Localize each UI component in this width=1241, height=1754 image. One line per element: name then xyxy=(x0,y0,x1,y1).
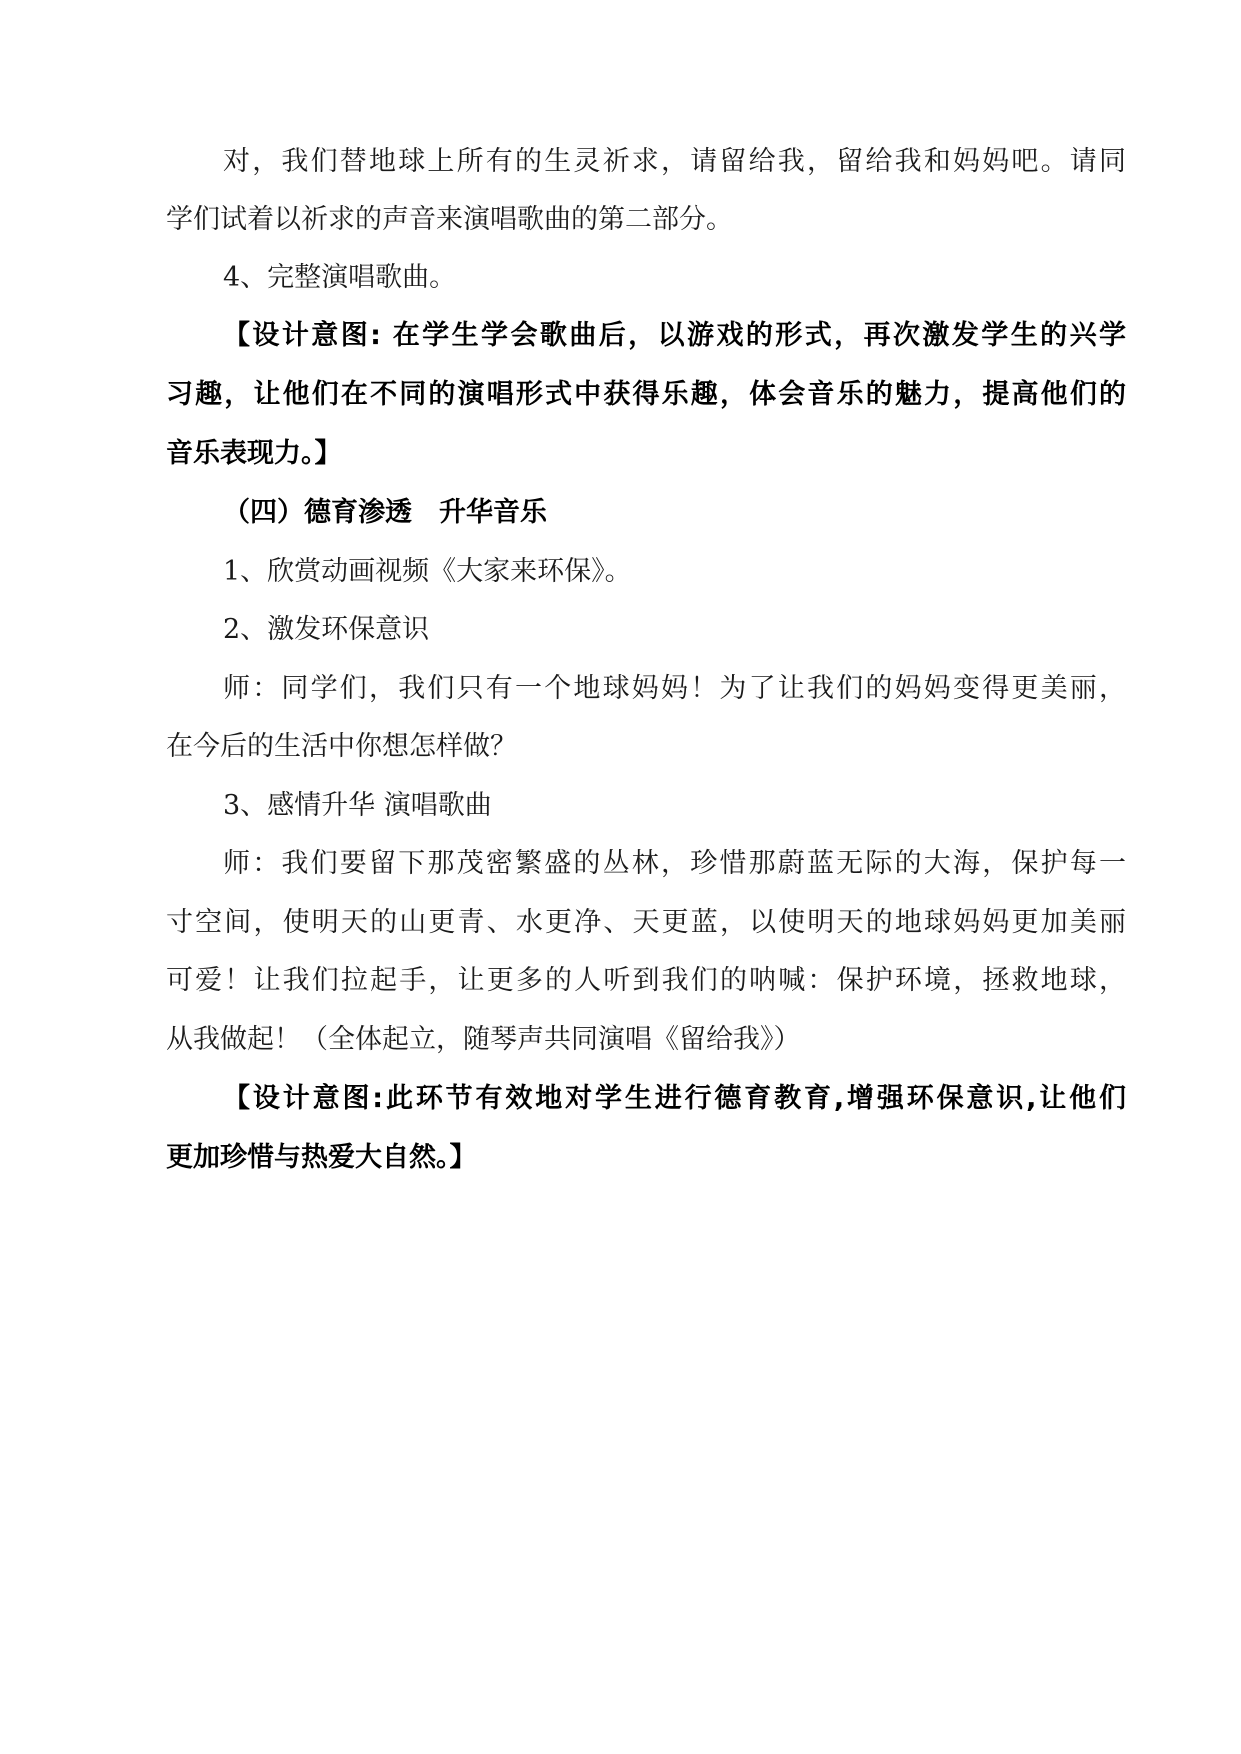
section-heading: （四）德育渗透 升华音乐 xyxy=(223,497,547,528)
paragraph-line: 可爱！让我们拉起手，让更多的人听到我们的呐喊：保护环境，拯救地球， xyxy=(166,965,1126,996)
paragraph-line: 从我做起！（全体起立，随琴声共同演唱《留给我》） xyxy=(166,1024,801,1055)
design-intent-note: 更加珍惜与热爱大自然。】 xyxy=(166,1142,477,1173)
step-item: 1、欣赏动画视频《大家来环保》。 xyxy=(223,556,632,587)
paragraph-line: 对，我们替地球上所有的生灵祈求，请留给我，留给我和妈妈吧。请同 xyxy=(223,146,1126,177)
paragraph-line: 寸空间，使明天的山更青、水更净、天更蓝，以使明天的地球妈妈更加美丽 xyxy=(166,907,1126,938)
design-intent-note: 音乐表现力。】 xyxy=(166,438,342,469)
design-intent-note: 【设计意图:此环节有效地对学生进行德育教育,增强环保意识,让他们 xyxy=(223,1083,1126,1114)
paragraph-line: 师：我们要留下那茂密繁盛的丛林，珍惜那蔚蓝无际的大海，保护每一 xyxy=(223,848,1126,879)
step-item: 2、激发环保意识 xyxy=(223,614,430,645)
design-intent-note: 习趣，让他们在不同的演唱形式中获得乐趣，体会音乐的魅力，提高他们的 xyxy=(166,379,1126,410)
paragraph-line: 在今后的生活中你想怎样做？ xyxy=(166,731,517,762)
step-item: 3、感情升华 演唱歌曲 xyxy=(223,790,492,821)
design-intent-note: 【设计意图: 在学生学会歌曲后，以游戏的形式，再次激发学生的兴学 xyxy=(223,320,1126,351)
paragraph-line: 学们试着以祈求的声音来演唱歌曲的第二部分。 xyxy=(166,204,733,235)
paragraph-line: 师：同学们，我们只有一个地球妈妈！为了让我们的妈妈变得更美丽， xyxy=(223,673,1126,704)
step-item: 4、完整演唱歌曲。 xyxy=(223,262,457,293)
